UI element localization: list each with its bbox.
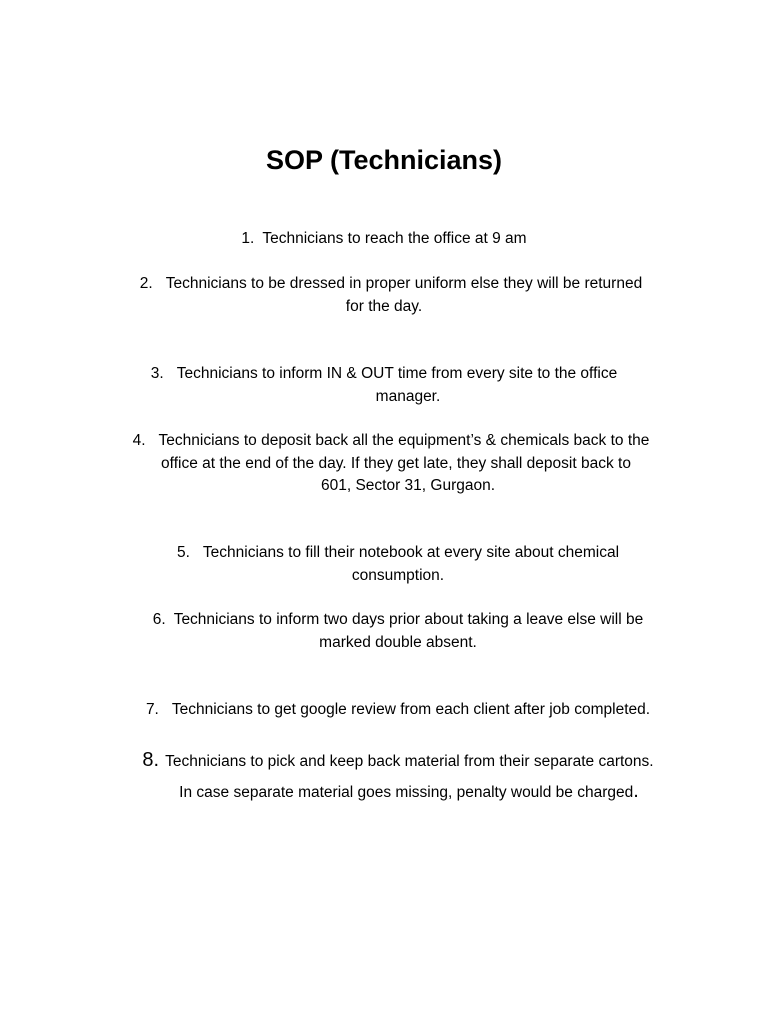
- list-item-line: [0, 542, 768, 565]
- list-item: [0, 609, 768, 654]
- list-item-line: [0, 228, 768, 251]
- list-item-number: 4.: [132, 432, 146, 449]
- list-item-number: 1.: [241, 230, 255, 247]
- list-item-text: Technicians to deposit back all the equipment’s & chemicals back to the: [158, 432, 650, 449]
- list-item-line: for the day.: [345, 297, 423, 315]
- list-item: [0, 228, 768, 251]
- list-item-line: [22, 776, 768, 808]
- list-item-text: Technicians to be dressed in proper uniform else they will be returned: [165, 275, 643, 292]
- list-item-text: Technicians to inform IN & OUT time from every site to the office: [176, 365, 618, 382]
- list-item: [0, 430, 768, 498]
- list-item-line: office at the end of the day. If they get late, they shall deposit back to: [161, 454, 631, 472]
- list-item: [0, 699, 768, 722]
- list-item-line: [0, 430, 768, 453]
- list-item-line: [0, 363, 768, 386]
- list-item-number: 6.: [152, 611, 166, 628]
- list-item: [0, 746, 768, 808]
- list-item-text: Technicians to reach the office at 9 am: [262, 230, 527, 247]
- list-item-text: Technicians to fill their notebook at every site about chemical: [202, 544, 620, 561]
- list-item: [0, 273, 768, 318]
- list-item-text: Technicians to get google review from each client after job completed.: [171, 701, 651, 718]
- list-item-text: In case separate material goes missing, penalty would be charged: [179, 784, 634, 801]
- list-item-number: 8.: [142, 749, 160, 771]
- list-item-line: consumption.: [351, 566, 445, 584]
- list-item-number: 2.: [139, 275, 153, 292]
- list-item-line: [0, 746, 768, 776]
- list-item-line: manager.: [375, 387, 441, 405]
- list-item-line: [0, 699, 768, 722]
- list-item-line: marked double absent.: [319, 633, 477, 651]
- list-item: [0, 542, 768, 587]
- list-item-line: [0, 273, 768, 296]
- list-item-line: [0, 609, 768, 632]
- list-item-number: 5.: [176, 544, 190, 561]
- list-item-number: 3.: [150, 365, 164, 382]
- list-item-end-mark: .: [633, 780, 639, 802]
- list-item: [0, 363, 768, 408]
- list-item-line: 601, Sector 31, Gurgaon.: [320, 477, 496, 494]
- page-title: SOP (Technicians): [265, 145, 503, 175]
- list-item-number: 7.: [145, 701, 159, 718]
- list-item-text: Technicians to inform two days prior about taking a leave else will be: [173, 611, 644, 628]
- list-item-text: Technicians to pick and keep back material from their separate cartons.: [165, 753, 654, 770]
